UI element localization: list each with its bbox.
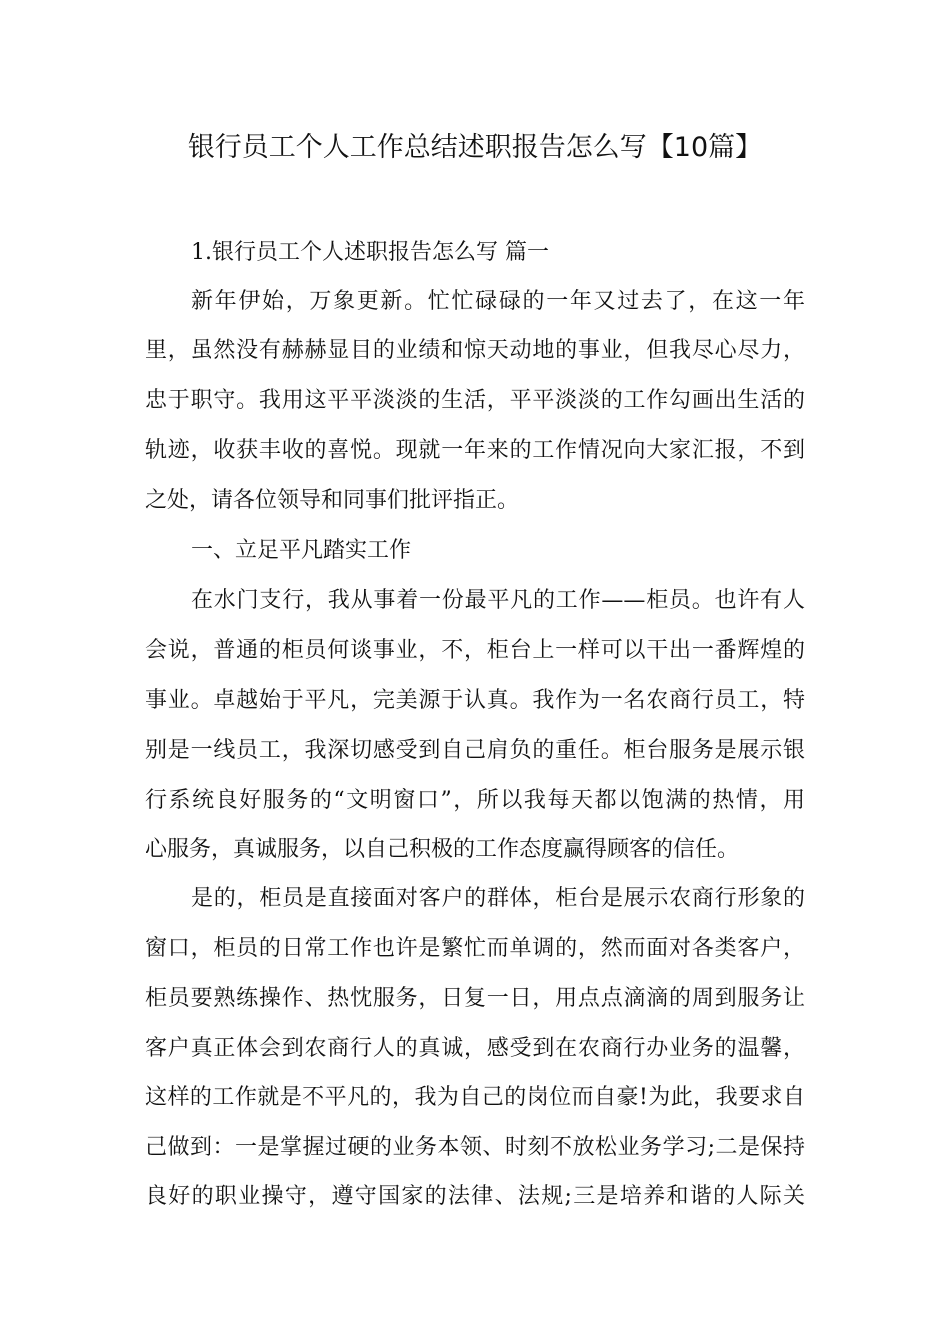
paragraph-2-line-4: 别是一线员工，我深切感受到自己肩负的重任。柜台服务是展示银: [145, 738, 805, 763]
paragraph-2-line-6: 心服务，真诚服务，以自己积极的工作态度赢得顾客的信任。: [145, 837, 740, 862]
paragraph-1-line-3: 忠于职守。我用这平平淡淡的生活，平平淡淡的工作勾画出生活的: [145, 388, 805, 413]
document-title: 银行员工个人工作总结述职报告怎么写【10篇】: [187, 132, 763, 163]
paragraph-1-line-5: 之处，请各位领导和同事们批评指正。: [145, 488, 520, 513]
paragraph-3-line-3: 柜员要熟练操作、热忱服务，日复一日，用点点滴滴的周到服务让: [145, 986, 805, 1011]
paragraph-3-line-5: 这样的工作就是不平凡的，我为自己的岗位而自豪!为此，我要求自: [145, 1085, 805, 1110]
subheading-1: 一、立足平凡踏实工作: [191, 538, 412, 563]
paragraph-2-line-5: 行系统良好服务的“文明窗口”，所以我每天都以饱满的热情，用: [145, 788, 805, 813]
paragraph-2-line-3: 事业。卓越始于平凡，完美源于认真。我作为一名农商行员工，特: [145, 688, 805, 713]
section-heading: 1.银行员工个人述职报告怎么写 篇一: [191, 240, 549, 265]
paragraph-2-line-2: 会说，普通的柜员何谈事业，不，柜台上一样可以干出一番辉煌的: [145, 638, 805, 663]
paragraph-1-line-1: 新年伊始，万象更新。忙忙碌碌的一年又过去了，在这一年: [191, 289, 805, 314]
paragraph-2-line-1: 在水门支行，我从事着一份最平凡的工作——柜员。也许有人: [191, 588, 805, 613]
paragraph-1-line-2: 里，虽然没有赫赫显目的业绩和惊天动地的事业，但我尽心尽力，: [145, 338, 805, 363]
paragraph-3-line-7: 良好的职业操守，遵守国家的法律、法规;三是培养和谐的人际关: [145, 1184, 805, 1209]
paragraph-3-line-6: 己做到：一是掌握过硬的业务本领、时刻不放松业务学习;二是保持: [145, 1135, 805, 1160]
paragraph-3-line-4: 客户真正体会到农商行人的真诚，感受到在农商行办业务的温馨，: [145, 1036, 805, 1061]
paragraph-1-line-4: 轨迹，收获丰收的喜悦。现就一年来的工作情况向大家汇报，不到: [145, 438, 805, 463]
paragraph-3-line-1: 是的，柜员是直接面对客户的群体，柜台是展示农商行形象的: [191, 886, 805, 911]
paragraph-3-line-2: 窗口，柜员的日常工作也许是繁忙而单调的，然而面对各类客户，: [145, 936, 805, 961]
